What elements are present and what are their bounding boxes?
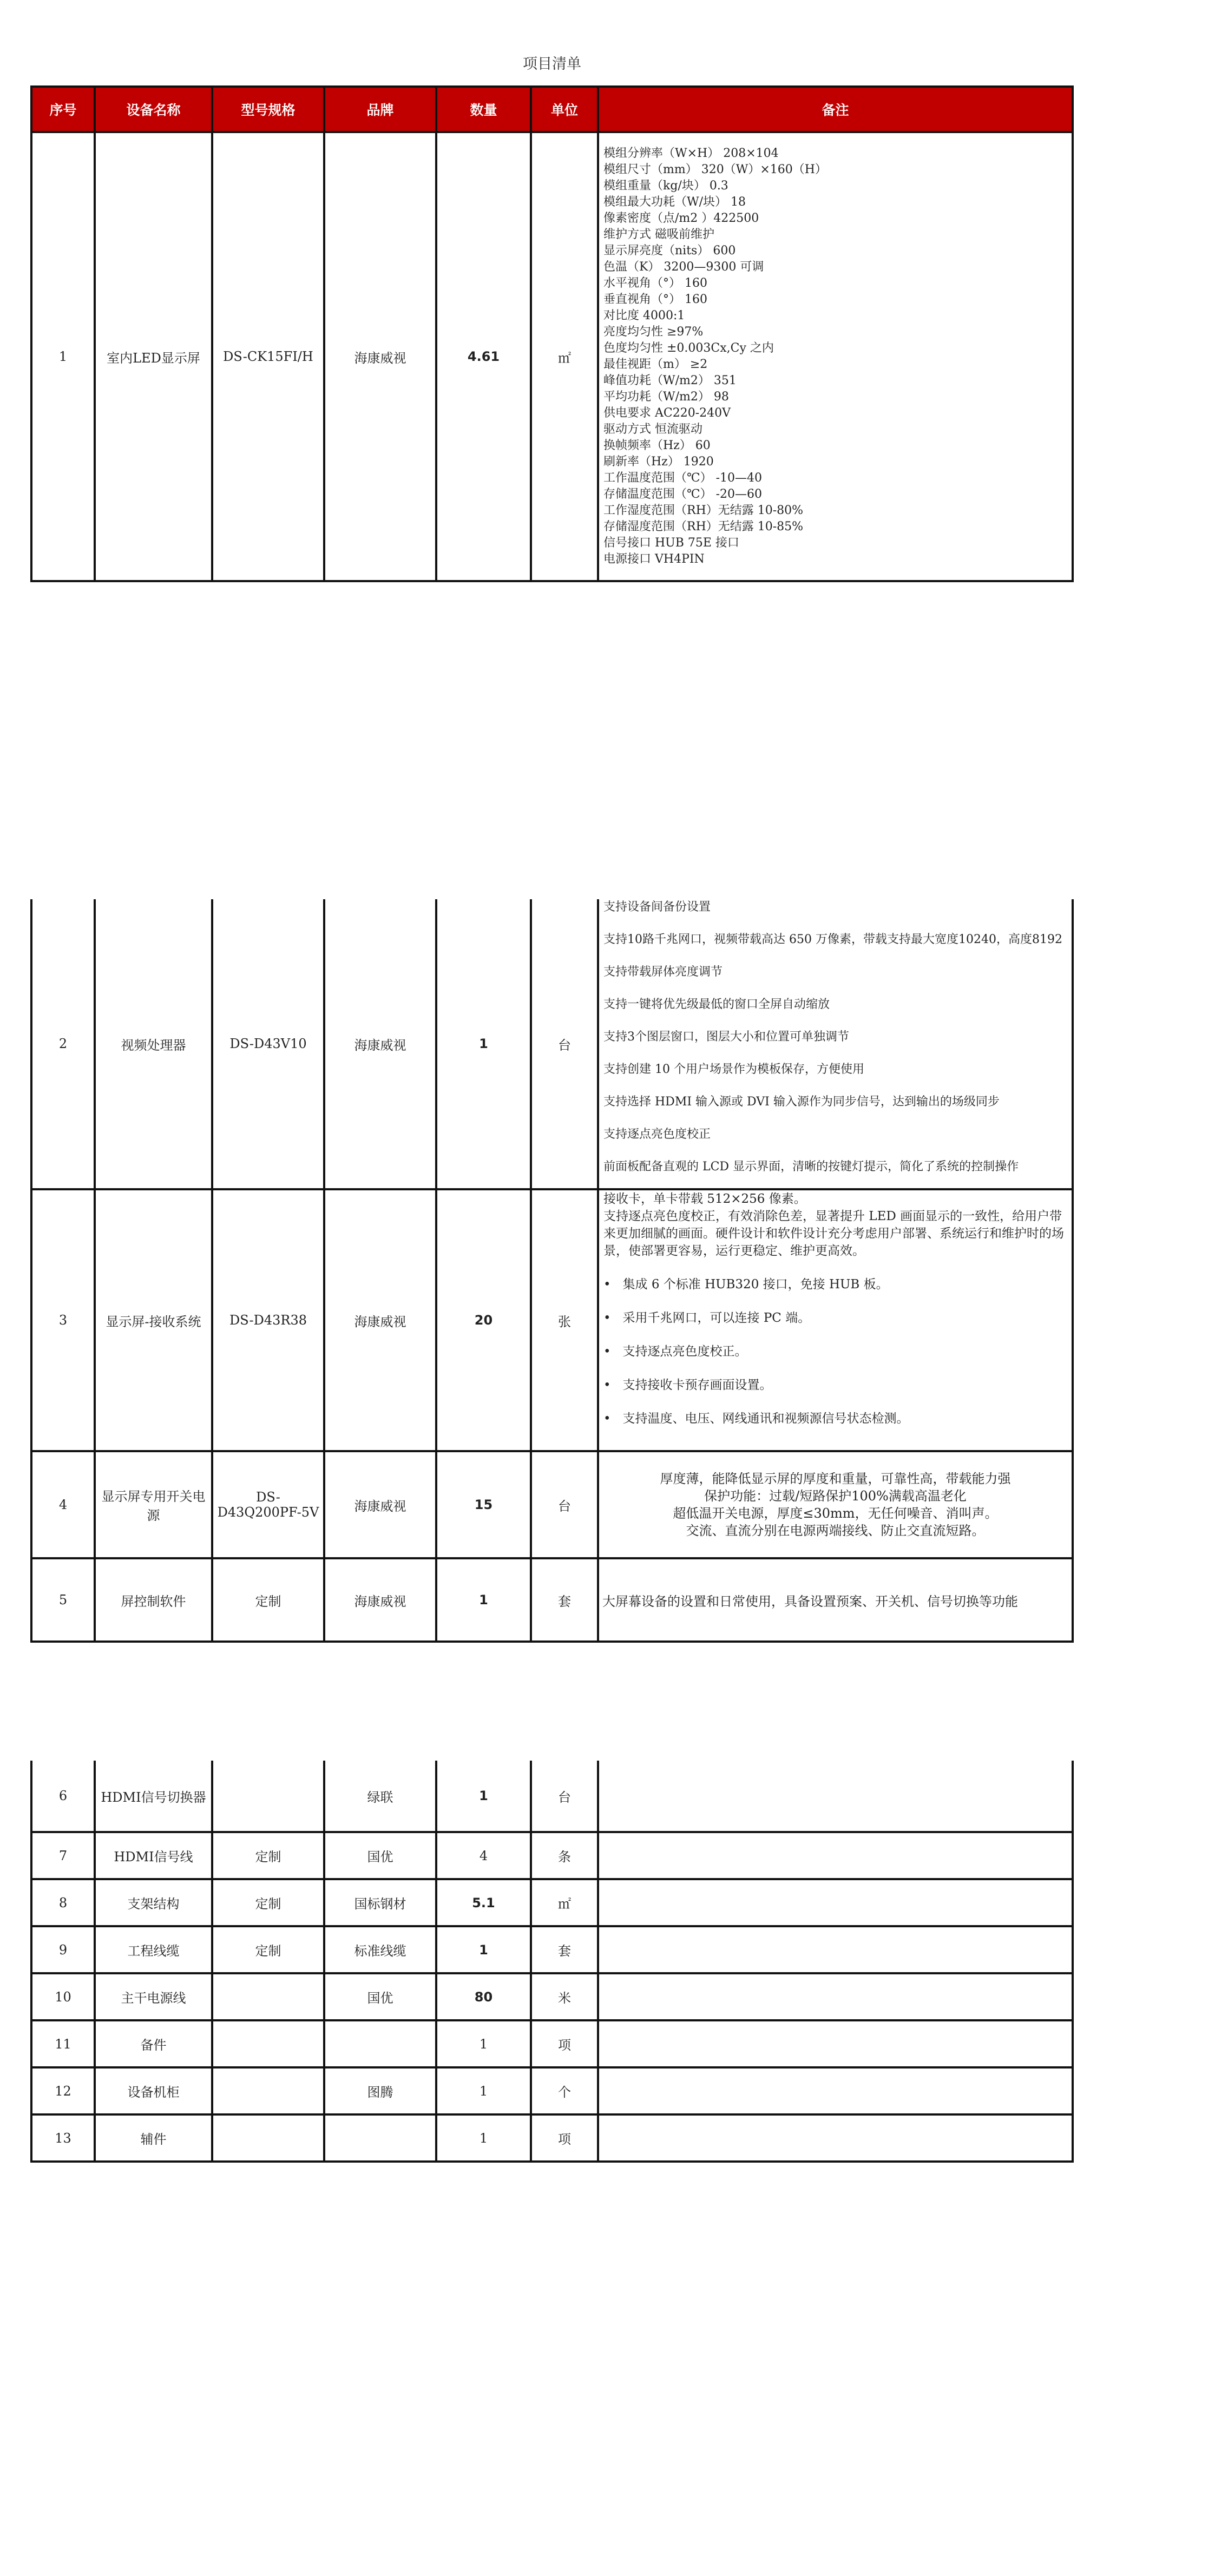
- cell-notes: [598, 2114, 1073, 2162]
- cell-model: 定制: [212, 1879, 324, 1926]
- spec-line: 工作温度范围（℃） -10—40: [603, 471, 763, 485]
- table-row: [31, 1926, 1073, 1973]
- cell-no: 7: [31, 1832, 95, 1879]
- cell-notes: [598, 2020, 1073, 2067]
- feature-bullet: • 支持温度、电压、网线通讯和视频源信号状态检测。: [603, 1412, 909, 1426]
- cell-qty: 80: [436, 1973, 531, 2020]
- cell-name: 显示屏专用开关电源: [95, 1451, 212, 1558]
- spec-line: 换帧频率（Hz） 60: [603, 439, 711, 452]
- cell-no: 5: [31, 1558, 95, 1642]
- power-feature-line: 厚度薄，能降低显示屏的厚度和重量，可靠性高，带载能力强: [660, 1471, 1011, 1486]
- cell-no: 13: [31, 2114, 95, 2162]
- feature-intro-detail: 支持逐点亮色度校正，有效消除色差，显著提升 LED 画面显示的一致性，给用户带来更加细腻的画面。硬件设计和软件设计充分考虑用户部署、系统运行和维护时的场景，使部署更容易，运行更稳定、维护更高效。: [603, 1209, 1064, 1258]
- equipment-table-section-1: [30, 85, 1074, 582]
- table-header-row: [31, 87, 1073, 132]
- cell-brand: [324, 2020, 436, 2067]
- cell-notes: [598, 2067, 1073, 2114]
- table-row: [31, 899, 1073, 1189]
- spec-line: 平均功耗（W/m2） 98: [603, 390, 729, 404]
- cell-name: 主干电源线: [95, 1973, 212, 2020]
- spec-line: 电源接口 VH4PIN: [603, 552, 705, 566]
- cell-qty: 1: [436, 1926, 531, 1973]
- equipment-table-section-3: [30, 1761, 1074, 2163]
- spec-line: 维护方式 磁吸前维护: [603, 228, 714, 241]
- table-row: [31, 1189, 1073, 1451]
- table-row: [31, 1451, 1073, 1558]
- table-row: [31, 1558, 1073, 1642]
- cell-model: DS-D43R38: [212, 1189, 324, 1451]
- cell-unit: 套: [531, 1926, 598, 1973]
- spec-line: 模组重量（kg/块） 0.3: [603, 179, 728, 193]
- cell-notes: [598, 1832, 1073, 1879]
- spec-line: 亮度均匀性 ≥97%: [603, 325, 704, 339]
- spec-line: 模组分辨率（W×H） 208×104: [603, 147, 779, 160]
- spec-line: 峰值功耗（W/m2） 351: [603, 374, 737, 387]
- spec-line: 驱动方式 恒流驱动: [603, 423, 702, 436]
- feature-line: 支持3个图层窗口，图层大小和位置可单独调节: [603, 1030, 849, 1044]
- page-title: 项目清单: [523, 56, 581, 73]
- cell-qty: 4: [436, 1832, 531, 1879]
- cell-name: 显示屏-接收系统: [95, 1189, 212, 1451]
- cell-qty: 1: [436, 1761, 531, 1832]
- cell-no: 12: [31, 2067, 95, 2114]
- cell-unit: ㎡: [531, 1879, 598, 1926]
- feature-line: 支持创建 10 个用户场景作为模板保存，方便使用: [603, 1063, 864, 1076]
- spec-line: 刷新率（Hz） 1920: [603, 455, 714, 469]
- cell-notes: [598, 132, 1073, 581]
- cell-brand: 国优: [324, 1973, 436, 2020]
- cell-brand: 海康威视: [324, 899, 436, 1189]
- header-no: 序号: [31, 87, 95, 132]
- cell-model: 定制: [212, 1926, 324, 1973]
- header-notes: 备注: [598, 87, 1073, 132]
- cell-brand: 国优: [324, 1832, 436, 1879]
- cell-model: DS-CK15FI/H: [212, 132, 324, 581]
- cell-name: 支架结构: [95, 1879, 212, 1926]
- spec-line: 信号接口 HUB 75E 接口: [603, 536, 739, 550]
- cell-name: HDMI信号线: [95, 1832, 212, 1879]
- cell-brand: 标准线缆: [324, 1926, 436, 1973]
- cell-unit: 张: [531, 1189, 598, 1451]
- feature-line: 支持设备间备份设置: [603, 900, 711, 914]
- cell-brand: 绿联: [324, 1761, 436, 1832]
- feature-line: 支持逐点亮色度校正: [603, 1128, 711, 1141]
- cell-qty: 1: [436, 2114, 531, 2162]
- table-row: [31, 132, 1073, 581]
- cell-model: [212, 2020, 324, 2067]
- cell-no: 4: [31, 1451, 95, 1558]
- spec-line: 最佳视距（m） ≥2: [603, 358, 708, 371]
- spec-line: 对比度 4000:1: [603, 309, 685, 322]
- spec-line: 供电要求 AC220-240V: [603, 406, 731, 420]
- spec-line: 显示屏亮度（nits） 600: [603, 244, 736, 258]
- cell-model: DS-D43V10: [212, 899, 324, 1189]
- cell-no: 2: [31, 899, 95, 1189]
- cell-qty: 1: [436, 899, 531, 1189]
- feature-bullet: • 集成 6 个标准 HUB320 接口，免接 HUB 板。: [603, 1277, 889, 1292]
- spec-line: 模组尺寸（mm） 320（W）×160（H）: [603, 163, 827, 176]
- cell-unit: 项: [531, 2114, 598, 2162]
- cell-brand: 国标钢材: [324, 1879, 436, 1926]
- cell-notes: 大屏幕设备的设置和日常使用，具备设置预案、开关机、信号切换等功能: [598, 1558, 1073, 1642]
- table-row: [31, 2067, 1073, 2114]
- cell-unit: 台: [531, 1451, 598, 1558]
- cell-brand: [324, 2114, 436, 2162]
- cell-notes: [598, 1973, 1073, 2020]
- feature-line: 支持带载屏体亮度调节: [603, 965, 723, 979]
- spec-line: 存储湿度范围（RH）无结露 10-85%: [603, 520, 804, 533]
- table-row: [31, 1879, 1073, 1926]
- power-feature-line: 保护功能：过载/短路保护100%满载高温老化: [704, 1488, 967, 1504]
- cell-model: DS-D43Q200PF-5V: [212, 1451, 324, 1558]
- cell-unit: 项: [531, 2020, 598, 2067]
- cell-qty: 1: [436, 1558, 531, 1642]
- cell-model: 定制: [212, 1558, 324, 1642]
- cell-model: [212, 1973, 324, 2020]
- cell-unit: 个: [531, 2067, 598, 2114]
- feature-bullet: • 支持接收卡预存画面设置。: [603, 1378, 772, 1392]
- cell-model: [212, 2067, 324, 2114]
- cell-no: 6: [31, 1761, 95, 1832]
- spec-line: 色温（K） 3200—9300 可调: [603, 260, 764, 274]
- cell-unit: 台: [531, 1761, 598, 1832]
- spec-line: 水平视角（°） 160: [603, 276, 707, 290]
- table-row: [31, 2020, 1073, 2067]
- cell-qty: 1: [436, 2067, 531, 2114]
- cell-name: 设备机柜: [95, 2067, 212, 2114]
- cell-notes: [598, 899, 1073, 1189]
- feature-line: 支持选择 HDMI 输入源或 DVI 输入源作为同步信号，达到输出的场级同步: [603, 1095, 1000, 1109]
- spec-line: 色度均匀性 ±0.003Cx,Cy 之内: [603, 341, 774, 355]
- table-row: [31, 2114, 1073, 2162]
- cell-brand: 海康威视: [324, 1451, 436, 1558]
- cell-name: 室内LED显示屏: [95, 132, 212, 581]
- table-row: [31, 1761, 1073, 1832]
- cell-name: HDMI信号切换器: [95, 1761, 212, 1832]
- cell-unit: 条: [531, 1832, 598, 1879]
- header-brand: 品牌: [324, 87, 436, 132]
- cell-notes: [598, 1926, 1073, 1973]
- spec-line: 垂直视角（°） 160: [603, 293, 707, 306]
- cell-no: 11: [31, 2020, 95, 2067]
- spec-line: 工作湿度范围（RH）无结露 10-80%: [603, 504, 804, 517]
- cell-qty: 1: [436, 2020, 531, 2067]
- feature-line: 支持一键将优先级最低的窗口全屏自动缩放: [603, 998, 830, 1011]
- cell-no: 9: [31, 1926, 95, 1973]
- cell-brand: 海康威视: [324, 132, 436, 581]
- cell-model: [212, 2114, 324, 2162]
- cell-notes: [598, 1451, 1073, 1558]
- spec-line: 存储温度范围（℃） -20—60: [603, 487, 763, 501]
- cell-no: 10: [31, 1973, 95, 2020]
- cell-qty: 5.1: [436, 1879, 531, 1926]
- feature-intro: 接收卡，单卡带载 512×256 像素。: [603, 1192, 806, 1206]
- cell-name: 工程线缆: [95, 1926, 212, 1973]
- cell-model: 定制: [212, 1832, 324, 1879]
- cell-name: 辅件: [95, 2114, 212, 2162]
- cell-unit: 米: [531, 1973, 598, 2020]
- cell-name: 视频处理器: [95, 899, 212, 1189]
- cell-notes: [598, 1189, 1073, 1451]
- cell-unit: ㎡: [531, 132, 598, 581]
- cell-qty: 20: [436, 1189, 531, 1451]
- feature-bullet: • 采用千兆网口，可以连接 PC 端。: [603, 1311, 811, 1325]
- header-name: 设备名称: [95, 87, 212, 132]
- cell-no: 1: [31, 132, 95, 581]
- header-unit: 单位: [531, 87, 598, 132]
- cell-brand: 海康威视: [324, 1189, 436, 1451]
- cell-model: [212, 1761, 324, 1832]
- spec-line: 模组最大功耗（W/块） 18: [603, 195, 746, 209]
- cell-name: 屏控制软件: [95, 1558, 212, 1642]
- cell-qty: 4.61: [436, 132, 531, 581]
- cell-name: 备件: [95, 2020, 212, 2067]
- spec-line: 像素密度（点/m2 ）422500: [603, 212, 759, 225]
- cell-unit: 台: [531, 899, 598, 1189]
- table-row: [31, 1832, 1073, 1879]
- power-feature-line: 超低温开关电源，厚度≤30mm，无任何噪音、消叫声。: [673, 1506, 998, 1521]
- cell-no: 8: [31, 1879, 95, 1926]
- feature-bullet: • 支持逐点亮色度校正。: [603, 1345, 747, 1359]
- feature-line: 前面板配备直观的 LCD 显示界面，清晰的按键灯提示，简化了系统的控制操作: [603, 1160, 1019, 1174]
- table-row: [31, 1973, 1073, 2020]
- power-feature-line: 交流、直流分别在电源两端接线、防止交直流短路。: [686, 1523, 985, 1538]
- cell-no: 3: [31, 1189, 95, 1451]
- cell-notes: [598, 1879, 1073, 1926]
- cell-unit: 套: [531, 1558, 598, 1642]
- cell-brand: 海康威视: [324, 1558, 436, 1642]
- equipment-table-section-2: [30, 899, 1074, 1643]
- cell-qty: 15: [436, 1451, 531, 1558]
- cell-brand: 图腾: [324, 2067, 436, 2114]
- header-qty: 数量: [436, 87, 531, 132]
- feature-line: 支持10路千兆网口，视频带载高达 650 万像素，带载支持最大宽度10240，高度8192: [603, 933, 1062, 946]
- header-model: 型号规格: [212, 87, 324, 132]
- cell-notes: [598, 1761, 1073, 1832]
